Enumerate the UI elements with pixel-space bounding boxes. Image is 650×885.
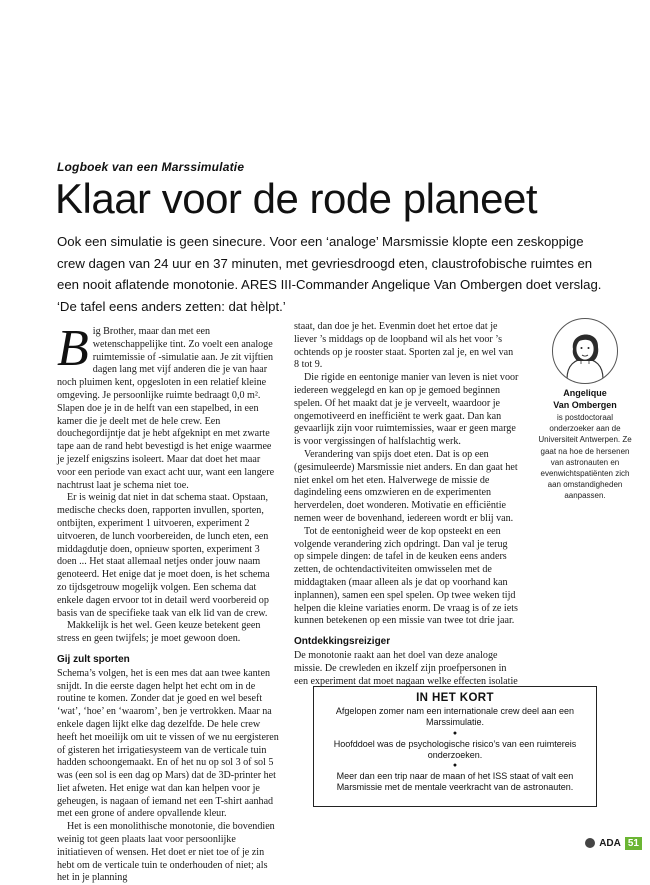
magazine-brand: ADA <box>599 837 621 849</box>
author-name <box>537 388 633 411</box>
paragraph: Schema’s volgen, het is een mes dat aan twee kanten snijdt. In die eerste dagen helpt het echt om in de routine te komen. Zonder dat je goed en wel beseft ‘wat’, ‘hoe’ en ‘waarom’, ben je vertrokken. Maar na enkele dagen lijkt elke dag dezelfde. De hele crew heeft het moeilijk om uit te vissen of we nu eergisteren of gisteren het irrigatiesysteem van de verticale tuin hadden schoongemaakt. En of het nu op sol 3 of sol 5 was (een sol is een dag op Mars) dat de 3D-printer het liet afweten. Het enige wat dan kan helpen voor je geheugen, is nagaan of iemand net een T-shirt aanhad met een grone of andere opvallende kleur. <box>57 667 279 820</box>
article-lead: Ook een simulatie is geen sinecure. Voor een ‘analoge’ Marsmissie klopte een zeskoppige crew dagen van 24 uur en 37 minuten, met gevriesdroogd eten, claustrofobische ruimtes en een nooit aflatende monotonie. ARES III-Commander Angelique Van Ombergen doet verslag. ‘De tafel eens anders zetten: dat hèlpt.’ <box>57 234 602 314</box>
paragraph: staat, dan doe je het. Evenmin doet het ertoe dat je liever ’s middags op de loopband wil als het voor ’s ochtends op je rooster staat. Sporten zal je, en wel van 8 tot 9. <box>294 321 514 371</box>
author-bio: is postdoctoraal onderzoeker aan de Universiteit Antwerpen. Ze gaat na hoe de hersenen van astronauten en evenwichtspatiënten zich aan omstandigheden aanpassen. <box>538 413 632 501</box>
author-first-name: Angelique <box>563 388 607 398</box>
body-column-2 <box>294 321 519 688</box>
summary-item: Afgelopen zomer nam een internationale crew deel aan een Marssimulatie. <box>335 706 575 728</box>
paragraph: De monotonie raakt aan het doel van deze analoge missie. De crewleden en ikzelf zijn proefpersonen in een experiment dat moet nagaan welke effecten isolatie <box>294 649 518 687</box>
article-headline: Klaar voor de rode planeet <box>55 175 537 222</box>
paragraph: Tot de eentonigheid weer de kop opsteekt en een volgende verandering zich opdringt. Dan val je terug op simpele dingen: de tafel in de keuken eens anders zetten, de ochtendactiviteiten omwisselen met de middagtaken (maar alleen als je dat op voorhand kan inplannen), samen een spel spelen. Op twee weken tijd helpen die kleine variaties enorm. De vraag is of ze iets kunnen betekenen op een missie van twee tot drie jaar. <box>294 525 518 627</box>
body-column-1 <box>57 320 279 885</box>
page-footer <box>585 836 642 850</box>
summary-item: Meer dan een trip naar de maan of het ISS staat of valt een Marsmissie met de mentale veerkracht van de astronauten. <box>336 771 574 793</box>
paragraph: Verandering van spijs doet eten. Dat is op een (gesimuleerde) Marsmissie niet anders. En dan gaat het niet enkel om het eten. Halverwege de missie de dagindeling eens omzwieren en de experimenten herverdelen, doet wonderen. Motivatie en efficiëntie nemen weer de bovenhand, iedereen wordt er blij van. <box>294 448 518 524</box>
bullet-icon: ● <box>452 729 458 737</box>
subheading: Ontdekkingsreiziger <box>294 636 391 648</box>
paragraph-text: ig Brother, maar dan met een wetenschappelijke tint. Zo voelt een analoge ruimtemissie of -simulatie aan. Je zit vijftien dagen lang met vijf anderen die je van haar noch pluimen kent, opgesloten in een relatief kleine omgeving. Je persoonlijke ruimte bedraagt 0,0 m². Slapen doe je in de helft van een stapelbed, in een kamer die je deelt met de hele crew. Een douchegordijntje dat je hebt afgeknipt en met zwarte tape aan de rand hebt bevestigd is het enige waarmee je jezelf enigszins isoleert. Maar dat doet het maar voor een periode van exact acht uur, want een langere nachtrust laat je schema niet toe. <box>57 326 275 491</box>
paragraph: Het is een monolithische monotonie, die bovendien weinig tot geen plaats laat voor persoonlijke initiatieven of wensen. Het doet er niet toe of je zin hebt om de verticale tuin te onderhouden of niet; als het in je planning <box>57 821 275 884</box>
paragraph: Er is weinig dat niet in dat schema staat. Opstaan, medische checks doen, rapporten invullen, sporten, ontbijten, experiment 1 uitvoeren, experiment 2 uitvoeren, de lunch voorbereiden, de lunch eten, een middagdutje doen, opnieuw sporten, experiment 3 doen ... Het staat allemaal netjes onder jouw naam genoteerd. Het enige dat je moet doen, is het schema zo tijdsgetrouw mogelijk volgen. Een schema dat enkele dagen ervoor tot in detail werd voorbereid op basis van de specifieke taak van elk lid van de crew. <box>57 492 270 619</box>
paragraph: Die rigide en eentonige manier van leven is niet voor iedereen weggelegd en kan op je gemoed beginnen spelen. Of het maakt dat je je verveelt, waardoor je ongemotiveerd en inefficiënt te werk gaat. Dan kan gevaarlijk zijn voor ruimtemissies, waar er geen marge is voor vergissingen of halfslachtig werk. <box>294 372 519 448</box>
summary-box-title: IN HET KORT <box>416 692 494 704</box>
author-last-name: Van Ombergen <box>553 399 617 410</box>
subheading: Gij zult sporten <box>57 653 130 665</box>
drop-cap: B <box>57 320 89 377</box>
summary-item: Hoofddoel was de psychologische risico’s van een ruimtereis onderzoeken. <box>333 738 577 760</box>
author-sidebar <box>537 318 633 502</box>
author-portrait <box>552 318 618 384</box>
paragraph <box>57 320 279 492</box>
article-kicker: Logboek van een Marssimulatie <box>57 160 245 174</box>
paragraph: Makkelijk is het wel. Geen keuze betekent geen stress en geen twijfels; je moet gewoon doen. <box>57 620 261 645</box>
page-number: 51 <box>625 837 642 850</box>
summary-box <box>313 686 597 807</box>
footer-dot-icon <box>585 838 595 848</box>
bullet-icon: ● <box>452 762 458 770</box>
portrait-illustration-icon <box>553 319 617 383</box>
